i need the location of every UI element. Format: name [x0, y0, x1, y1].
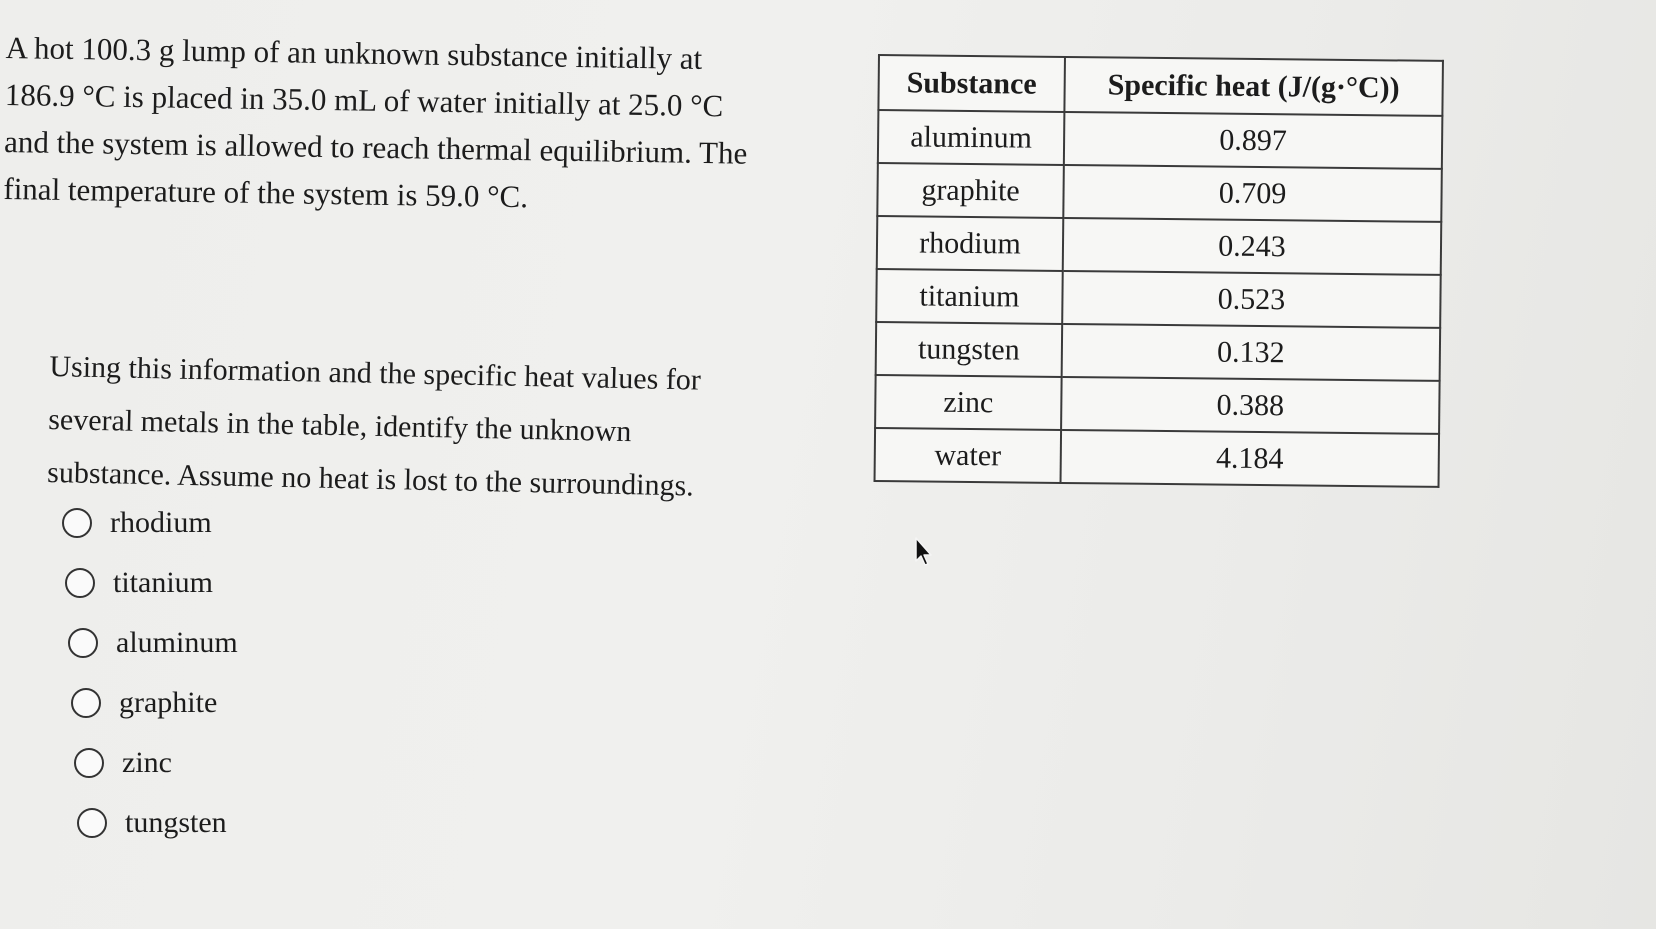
substance-cell: titanium: [876, 269, 1063, 324]
specific-heat-table: [874, 54, 1444, 488]
radio-button[interactable]: [74, 748, 104, 778]
table-row: [875, 428, 1440, 487]
option-label: aluminum: [116, 626, 238, 659]
option-label: rhodium: [110, 506, 212, 539]
specific-heat-cell: 0.523: [1062, 271, 1441, 328]
specific-heat-cell: 0.388: [1061, 377, 1440, 434]
option-rhodium[interactable]: [62, 493, 462, 553]
option-label: graphite: [119, 686, 218, 719]
specific-heat-cell: 0.132: [1062, 324, 1441, 381]
substance-cell: water: [875, 428, 1062, 483]
option-tungsten[interactable]: [77, 793, 462, 853]
answer-options: [62, 493, 462, 853]
radio-button[interactable]: [62, 508, 92, 538]
substance-cell: tungsten: [876, 322, 1063, 377]
instruction-line: several metals in the table, identify the unknown: [47, 402, 632, 449]
option-label: zinc: [122, 746, 172, 779]
mouse-pointer-icon: [914, 537, 934, 567]
radio-button[interactable]: [68, 628, 98, 658]
table-row: [877, 216, 1442, 275]
substance-cell: rhodium: [877, 216, 1064, 271]
specific-heat-cell: 4.184: [1061, 430, 1440, 487]
column-header-substance: Substance: [878, 55, 1065, 112]
table-row: [876, 322, 1441, 381]
table-header-row: [878, 55, 1443, 116]
option-aluminum[interactable]: [68, 613, 462, 673]
substance-cell: zinc: [875, 375, 1062, 430]
column-header-specific-heat: Specific heat (J/(g·°C)): [1064, 57, 1443, 116]
specific-heat-cell: 0.897: [1064, 112, 1443, 169]
question-text: [3, 24, 806, 225]
radio-button[interactable]: [77, 808, 107, 838]
table-row: [878, 110, 1443, 169]
specific-heat-cell: 0.709: [1063, 165, 1442, 222]
specific-heat-cell: 0.243: [1063, 218, 1442, 275]
substance-cell: aluminum: [878, 110, 1065, 165]
instruction-line: substance. Assume no heat is lost to the surroundings.: [46, 455, 695, 503]
option-label: tungsten: [125, 806, 227, 839]
question-line: final temperature of the system is 59.0 °C.: [3, 170, 529, 215]
substance-cell: graphite: [877, 163, 1064, 218]
radio-button[interactable]: [65, 568, 95, 598]
instruction-line: Using this information and the specific heat values for: [49, 349, 702, 397]
question-line: A hot 100.3 g lump of an unknown substance initially at: [5, 29, 703, 76]
option-graphite[interactable]: [71, 673, 462, 733]
table-row: [876, 269, 1441, 328]
option-titanium[interactable]: [65, 553, 462, 613]
table-row: [877, 163, 1442, 222]
instruction-text: [47, 340, 770, 514]
table-row: [875, 375, 1440, 434]
option-label: titanium: [113, 566, 213, 599]
radio-button[interactable]: [71, 688, 101, 718]
question-line: 186.9 °C is placed in 35.0 mL of water initially at 25.0 °C: [4, 76, 724, 124]
question-line: and the system is allowed to reach thermal equilibrium. The: [3, 123, 748, 171]
option-zinc[interactable]: [74, 733, 462, 793]
